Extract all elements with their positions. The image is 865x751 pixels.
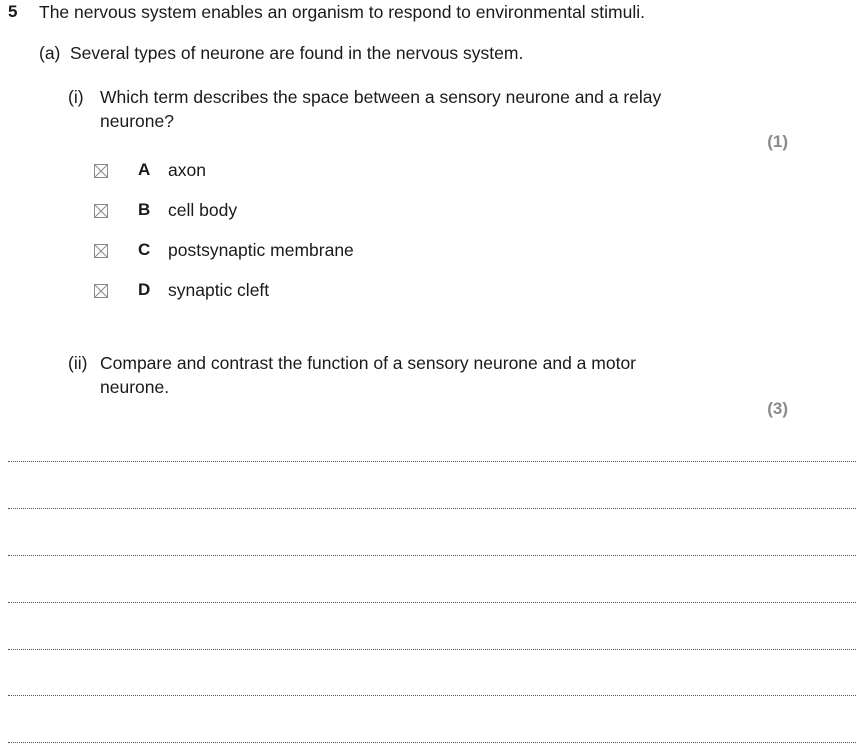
part-ii-label: (ii) xyxy=(68,353,88,373)
option-c[interactable] xyxy=(94,240,594,264)
part-a xyxy=(39,43,523,64)
part-ii-text: Compare and contrast the function of a sensory neurone and a motor neurone. xyxy=(100,353,637,397)
part-i-text: Which term describes the space between a sensory neurone and a relay neurone? xyxy=(100,87,662,131)
answer-line[interactable] xyxy=(8,649,856,650)
checkbox-icon[interactable] xyxy=(94,204,108,218)
option-letter: D xyxy=(138,280,151,299)
question-number: 5 xyxy=(8,2,18,21)
option-letter: C xyxy=(138,240,151,259)
answer-line[interactable] xyxy=(8,508,856,509)
part-a-label: (a) xyxy=(39,43,61,63)
question-stem: The nervous system enables an organism to respond to environmental stimuli. xyxy=(39,2,645,22)
checkbox-icon[interactable] xyxy=(94,164,108,178)
checkbox-icon[interactable] xyxy=(94,244,108,258)
part-ii xyxy=(68,351,668,399)
answer-line[interactable] xyxy=(8,742,856,743)
option-letter: A xyxy=(138,160,151,179)
answer-line[interactable] xyxy=(8,695,856,696)
answer-line[interactable] xyxy=(8,461,856,462)
answer-line[interactable] xyxy=(8,602,856,603)
part-i xyxy=(68,85,668,133)
option-b[interactable] xyxy=(94,200,594,224)
option-text: cell body xyxy=(168,200,238,220)
part-i-label: (i) xyxy=(68,87,84,107)
checkbox-icon[interactable] xyxy=(94,284,108,298)
option-letter: B xyxy=(138,200,151,219)
option-text: postsynaptic membrane xyxy=(168,240,354,260)
option-d[interactable] xyxy=(94,280,594,304)
part-i-marks: (1) xyxy=(767,132,788,151)
part-a-text: Several types of neurone are found in the nervous system. xyxy=(70,43,524,63)
part-ii-marks: (3) xyxy=(767,399,788,418)
option-text: synaptic cleft xyxy=(168,280,270,300)
option-text: axon xyxy=(168,160,206,180)
answer-line[interactable] xyxy=(8,555,856,556)
option-a[interactable] xyxy=(94,160,594,184)
